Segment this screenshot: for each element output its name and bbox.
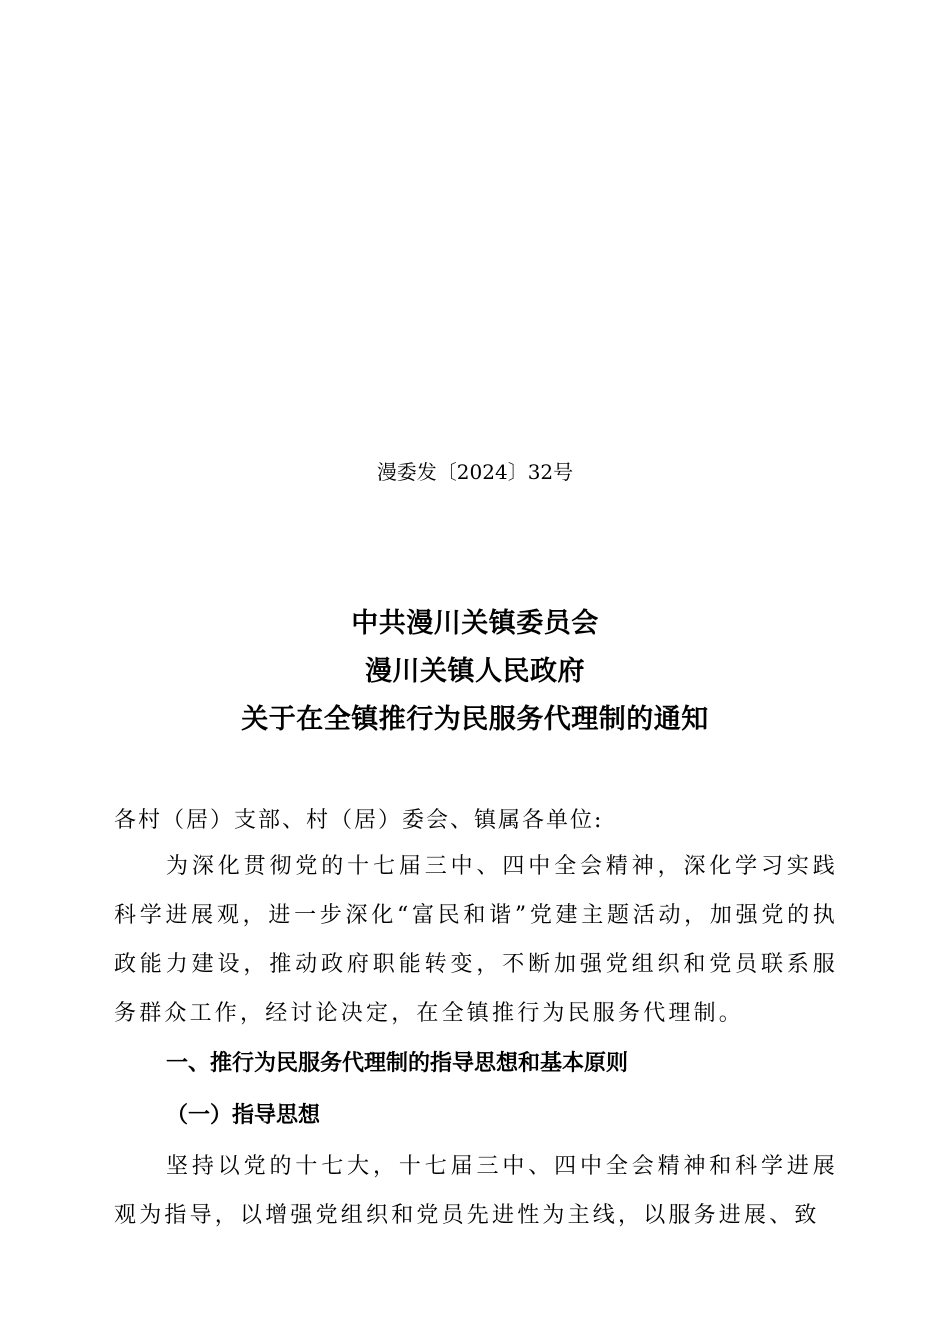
salutation: 各村（居）支部、村（居）委会、镇属各单位: — [114, 808, 604, 833]
document-title — [0, 600, 950, 744]
subsection-heading: （一）指导思想 — [166, 1103, 321, 1128]
intro-paragraph: 为深化贯彻党的十七届三中、四中全会精神，深化学习实践科学进展观，进一步深化“富民和谐”党建主题活动，加强党的执政能力建设，推动政府职能转变，不断加强党组织和党员联系服务群众工作，经讨论决定，在全镇推行为民服务代理制。 — [114, 854, 838, 1026]
document-body — [114, 800, 838, 1240]
title-line-issuer-government: 漫川关镇人民政府 — [365, 656, 585, 687]
document-number: 漫委发〔2024〕32号 — [376, 460, 574, 484]
guiding-paragraph: 坚持以党的十七大，十七届三中、四中全会精神和科学进展观为指导，以增强党组织和党员先进性为主线，以服务进展、致 — [114, 1154, 838, 1228]
title-line-subject: 关于在全镇推行为民服务代理制的通知 — [241, 704, 709, 735]
section-heading: 一、推行为民服务代理制的指导思想和基本原则 — [166, 1051, 629, 1076]
title-line-issuer-committee: 中共漫川关镇委员会 — [351, 608, 599, 639]
